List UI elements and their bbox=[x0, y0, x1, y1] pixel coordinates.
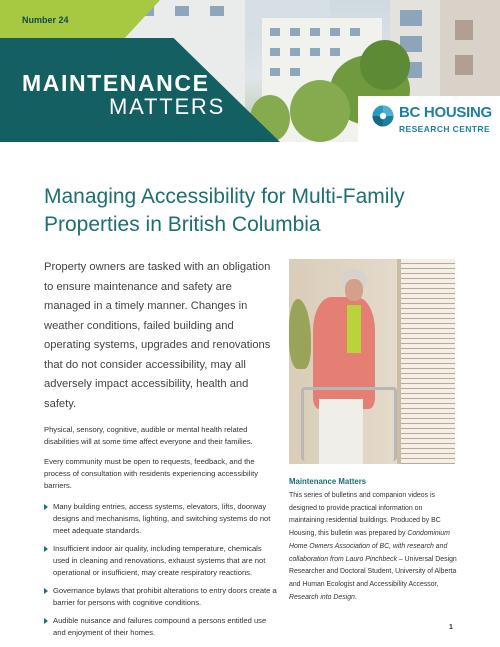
list-item-text: Many building entries, access systems, elevators, lifts, doorway designs and mechanisms, lighting, and switching systems do not meet adequate standards. bbox=[53, 502, 271, 535]
list-item bbox=[44, 585, 280, 609]
sidebar-body-text: . bbox=[354, 593, 357, 601]
list-item-text: Audible nuisance and failures compound a persons entitled use and enjoyment of their homes. bbox=[53, 616, 267, 637]
triangle-bullet-icon bbox=[44, 618, 48, 624]
sidebar-body-text: This series of bulletins and companion videos is designed to provide practical information on maintaining residential buildings. Produced by BC Housing, this bulletin was prepared by bbox=[289, 492, 441, 538]
triangle-bullet-icon bbox=[44, 546, 48, 552]
bc-housing-logo-icon bbox=[372, 105, 394, 127]
main-text-column bbox=[44, 258, 280, 645]
page-number: 1 bbox=[449, 624, 453, 631]
logo-subtitle: RESEARCH CENTRE bbox=[399, 124, 491, 134]
bullet-list bbox=[44, 501, 280, 639]
triangle-bullet-icon bbox=[44, 504, 48, 510]
list-item bbox=[44, 543, 280, 579]
sidebar-body-italic: Condominium Home Owners Association of BC, with research and collaboration from Lauro Pinchbeck bbox=[289, 530, 450, 563]
sidebar-body bbox=[289, 490, 459, 604]
sidebar-title: Maintenance Matters bbox=[289, 477, 367, 486]
logo-name: BC HOUSING bbox=[399, 104, 492, 121]
bc-housing-logo bbox=[358, 96, 500, 150]
list-item-text: Insufficient indoor air quality, including temperature, chemicals used in cleaning and renovations, exhaust systems that are not operational or insufficient, may create respiratory reactions. bbox=[53, 544, 266, 577]
triangle-bullet-icon bbox=[44, 588, 48, 594]
body-paragraph: Physical, sensory, cognitive, audible or mental health related disabilities will at some time affect everyone and their families. bbox=[44, 425, 253, 446]
series-title-main: MAINTENANCE bbox=[22, 70, 210, 96]
sidebar-body-italic: Research into Design bbox=[289, 593, 355, 601]
page-title: Managing Accessibility for Multi-Family Properties in British Columbia bbox=[44, 185, 405, 236]
body-paragraph: Every community must be open to requests, feedback, and the process of consultation with residents experiencing accessibility barriers. bbox=[44, 457, 258, 490]
sidebar-body-text: – Universal Design Researcher and Doctoral Student, University of Alberta and Human Ecologist and Accessibility Accessor, bbox=[289, 555, 457, 588]
woman-with-walker-photo bbox=[289, 259, 455, 464]
issue-number: Number 24 bbox=[22, 15, 69, 25]
list-item-text: Governance bylaws that prohibit alterations to entry doors create a barrier for persons with cognitive conditions. bbox=[53, 586, 277, 607]
list-item bbox=[44, 615, 280, 639]
series-title-sub: MATTERS bbox=[109, 94, 226, 119]
intro-paragraph: Property owners are tasked with an obligation to ensure maintenance and safety are managed in a timely manner. Changes in weather conditions, failed building and operating systems, upgrades and renovations that do not consider accessibility, may all adversely impact accessibility, health and safety. bbox=[44, 261, 271, 410]
list-item bbox=[44, 501, 280, 537]
